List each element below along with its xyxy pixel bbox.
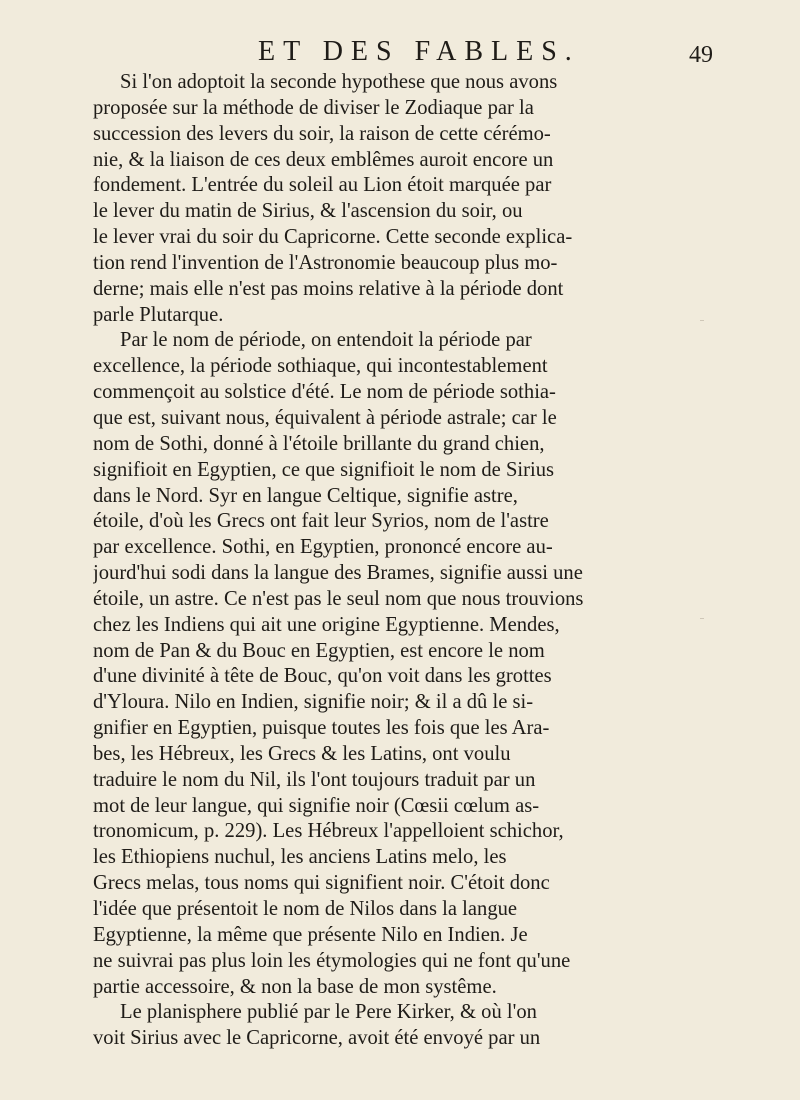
- running-title: ET DES FABLES.: [258, 36, 580, 67]
- text-line: Par le nom de période, on entendoit la période par: [120, 329, 532, 352]
- text-line: excellence, la période sothiaque, qui incontestablement: [93, 355, 548, 378]
- text-line: étoile, un astre. Ce n'est pas le seul nom que nous trouvions: [93, 587, 584, 610]
- text-line: dans le Nord. Syr en langue Celtique, signifie astre,: [93, 484, 518, 507]
- text-line: gnifier en Egyptien, puisque toutes les fois que les Ara-: [93, 717, 550, 740]
- text-line: d'une divinité à tête de Bouc, qu'on voit dans les grottes: [93, 665, 552, 688]
- text-line: traduire le nom du Nil, ils l'ont toujours traduit par un: [93, 768, 536, 791]
- text-line: chez les Indiens qui ait une origine Egyptienne. Mendes,: [93, 613, 560, 636]
- text-line: signifioit en Egyptien, ce que signifioit le nom de Sirius: [93, 458, 555, 481]
- text-line: derne; mais elle n'est pas moins relative à la période dont: [93, 277, 564, 300]
- text-line: tronomicum, p. 229). Les Hébreux l'appelloient schichor,: [93, 820, 564, 843]
- text-line: bes, les Hébreux, les Grecs & les Latins, ont voulu: [93, 742, 511, 765]
- text-line: proposée sur la méthode de diviser le Zodiaque par la: [93, 96, 534, 119]
- text-line: nom de Sothi, donné à l'étoile brillante du grand chien,: [93, 432, 545, 455]
- text-line: le lever vrai du soir du Capricorne. Cette seconde explica-: [93, 226, 573, 249]
- text-line: partie accessoire, & non la base de mon systême.: [93, 975, 497, 998]
- text-line: nie, & la liaison de ces deux emblêmes auroit encore un: [93, 148, 554, 171]
- paper-edge-mark: [700, 320, 704, 321]
- text-line: succession des levers du soir, la raison de cette cérémo-: [93, 122, 551, 145]
- text-line: jourd'hui sodi dans la langue des Brames, signifie aussi une: [93, 562, 583, 585]
- text-line: étoile, d'où les Grecs ont fait leur Syrios, nom de l'astre: [93, 510, 549, 533]
- text-line: Egyptienne, la même que présente Nilo en Indien. Je: [93, 923, 528, 946]
- text-line: mot de leur langue, qui signifie noir (Cœsii cœlum as-: [93, 794, 540, 817]
- text-line: le lever du matin de Sirius, & l'ascension du soir, ou: [93, 200, 523, 223]
- text-line: les Ethiopiens nuchul, les anciens Latins melo, les: [93, 846, 507, 869]
- text-line: commençoit au solstice d'été. Le nom de période sothia-: [93, 381, 556, 404]
- text-line: nom de Pan & du Bouc en Egyptien, est encore le nom: [93, 639, 545, 662]
- body-text: [93, 70, 713, 1052]
- text-line: Le planisphere publié par le Pere Kirker, & où l'on: [120, 1001, 537, 1024]
- paper-edge-mark: [700, 618, 704, 619]
- text-line: par excellence. Sothi, en Egyptien, prononcé encore au-: [93, 536, 553, 559]
- text-line: fondement. L'entrée du soleil au Lion étoit marquée par: [93, 174, 552, 197]
- text-line: d'Yloura. Nilo en Indien, signifie noir; & il a dû le si-: [93, 691, 534, 714]
- text-line: Si l'on adoptoit la seconde hypothese que nous avons: [120, 71, 558, 93]
- text-line: que est, suivant nous, équivalent à période astrale; car le: [93, 406, 557, 429]
- text-line: parle Plutarque.: [93, 303, 224, 326]
- text-line: voit Sirius avec le Capricorne, avoit été envoyé par un: [93, 1027, 541, 1050]
- text-line: tion rend l'invention de l'Astronomie beaucoup plus mo-: [93, 251, 558, 274]
- text-line: Grecs melas, tous noms qui signifient noir. C'étoit donc: [93, 872, 550, 895]
- page-number: 49: [689, 42, 713, 68]
- text-line: l'idée que présentoit le nom de Nilos dans la langue: [93, 898, 518, 920]
- text-line: ne suivrai pas plus loin les étymologies qui ne font qu'une: [93, 949, 571, 972]
